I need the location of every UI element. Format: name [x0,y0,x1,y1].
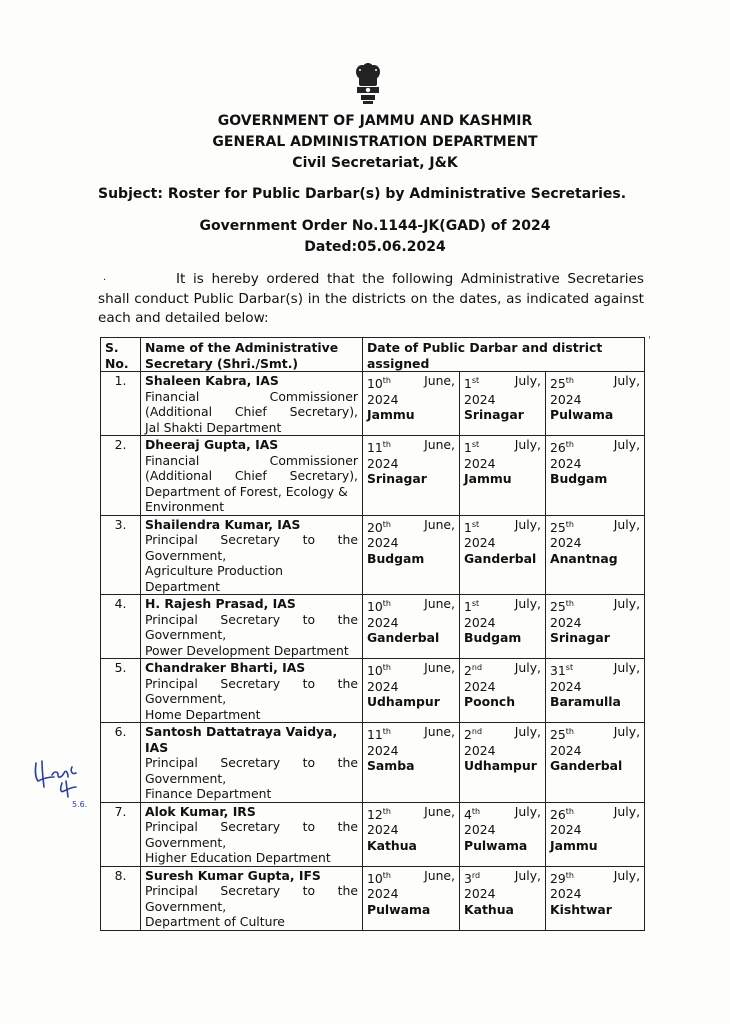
secretary-designation: Principal Secretary to the Government, [145,532,358,563]
date-day: 25th [550,376,574,392]
date-month: July, [514,660,541,675]
darbar-date [550,724,640,743]
darbar-date-cell [363,436,460,516]
darbar-date [464,596,541,615]
darbar-date [464,517,541,536]
date-day: 1st [464,599,480,615]
secretary-designation: Principal Secretary to the Government, [145,675,358,706]
national-emblem-icon [352,62,384,106]
secretary-department: Department of Forest, Ecology & Environment [145,483,348,514]
secretary-designation: Financial Commissioner (Additional Chief Secretary), [145,452,358,483]
department-title: GENERAL ADMINISTRATION DEPARTMENT [212,134,538,150]
darbar-date-cell [363,802,460,866]
secretary-name: Suresh Kumar Gupta, IFS [145,867,321,883]
secretary-department: Department of Culture [145,914,285,929]
darbar-date [550,660,640,679]
district-name: Jammu [550,837,598,853]
date-day: 25th [550,727,574,743]
date-month: June, [424,803,455,819]
margin-dot: . [103,272,107,283]
district-name: Anantnag [550,550,618,566]
secretary-designation: Principal Secretary to the Government, [145,755,358,786]
date-month: July, [613,867,641,883]
order-body-sentence: It is hereby ordered that the following Administrative Secretaries shall conduct Public Darbar(s) in the districts on the dates, as indicated against each and detailed below: [98,271,644,326]
darbar-date-cell [363,866,460,930]
darbar-date [464,660,541,679]
darbar-date-cell [460,659,546,723]
district-name: Udhampur [367,694,440,710]
table-row [101,659,645,723]
date-month: July, [613,437,641,452]
secretary-designation: Principal Secretary to the Government, [145,819,358,850]
date-year: 2024 [550,391,582,407]
darbar-date [550,437,640,456]
district-name: Budgam [550,471,608,487]
darbar-date [464,437,541,456]
secretary-name: Chandraker Bharti, IAS [145,660,306,675]
secretary-name: H. Rajesh Prasad, IAS [145,596,296,611]
row-serial-number: 3. [101,515,141,595]
district-name: Srinagar [367,471,427,487]
secretary-cell [141,515,363,595]
date-year: 2024 [367,822,399,838]
date-year: 2024 [367,742,399,758]
darbar-date [367,437,455,456]
date-day: 10th [367,376,391,392]
secretary-cell [141,595,363,659]
order-date: Dated:05.06.2024 [304,239,446,255]
order-number: Government Order No.1144-JK(GAD) of 2024 [199,218,551,234]
date-month: July, [514,724,541,739]
header-date: Date of Public Darbar and district assigned [363,338,645,372]
darbar-date-cell [363,659,460,723]
date-day: 29th [550,870,574,886]
secretary-department: Agriculture Production Department [145,563,284,594]
darbar-date [367,868,455,887]
secretary-department: Home Department [145,706,261,722]
darbar-date [367,804,455,823]
date-day: 11th [367,727,391,743]
date-month: July, [613,724,641,739]
darbar-date-cell [460,595,546,659]
district-name: Baramulla [550,694,621,710]
darbar-date [464,804,541,823]
secretary-department: Power Development Department [145,642,349,658]
district-name: Poonch [464,694,516,710]
darbar-date [550,868,640,887]
date-day: 1st [464,440,480,456]
date-year: 2024 [367,455,399,471]
row-serial-number: 4. [101,595,141,659]
date-day: 1st [464,519,480,535]
darbar-date-cell [546,436,645,516]
district-name: Pulwama [367,901,431,917]
date-day: 2nd [464,663,483,679]
date-day: 3rd [464,870,481,886]
secretary-name: Dheeraj Gupta, IAS [145,437,279,452]
darbar-date-cell [460,436,546,516]
darbar-date-cell [546,595,645,659]
darbar-date-cell [546,515,645,595]
darbar-date [367,517,455,536]
district-name: Budgam [367,550,425,566]
secretary-name: Shaleen Kabra, IAS [145,373,279,388]
secretary-designation: Principal Secretary to the Government, [145,611,358,642]
date-year: 2024 [367,678,399,694]
date-month: June, [424,437,455,452]
date-day: 10th [367,663,391,679]
date-year: 2024 [367,886,399,902]
date-year: 2024 [367,535,399,551]
district-name: Kishtwar [550,901,612,917]
table-header-row [101,338,645,372]
date-day: 12th [367,806,391,822]
darbar-date-cell [546,659,645,723]
date-year: 2024 [464,886,496,902]
darbar-date-cell [546,723,645,803]
darbar-date [550,517,640,536]
darbar-date-cell [363,595,460,659]
date-day: 25th [550,519,574,535]
secretary-cell [141,723,363,803]
district-name: Udhampur [464,758,537,774]
initials-date: 5.6. [72,800,88,809]
date-year: 2024 [367,614,399,630]
district-name: Jammu [367,407,415,423]
secretary-cell [141,659,363,723]
date-month: July, [514,867,541,883]
header-name: Name of the Administrative Secretary (Shri./Smt.) [141,338,363,372]
secretary-cell [141,372,363,436]
table-row [101,515,645,595]
table-row [101,723,645,803]
date-day: 10th [367,870,391,886]
darbar-date-cell [546,866,645,930]
date-month: June, [424,660,455,675]
date-year: 2024 [464,742,496,758]
darbar-date [367,724,455,743]
date-year: 2024 [464,822,496,838]
secretary-designation: Principal Secretary to the Government, [145,883,358,914]
darbar-date-cell [460,723,546,803]
district-name: Ganderbal [367,630,440,646]
darbar-date [464,868,541,887]
darbar-date [464,724,541,743]
date-month: July, [514,437,541,452]
date-day: 10th [367,599,391,615]
district-name: Jammu [464,471,512,487]
darbar-date-cell [363,515,460,595]
secretary-name: Shailendra Kumar, IAS [145,516,301,532]
darbar-date-cell [460,372,546,436]
date-month: July, [514,803,541,819]
date-day: 26th [550,440,574,456]
date-day: 4th [464,806,481,822]
date-day: 25th [550,599,574,615]
margin-tick: ' [648,335,651,346]
date-day: 20th [367,519,391,535]
row-serial-number: 8. [101,866,141,930]
darbar-date [367,373,455,392]
date-month: July, [514,373,541,388]
darbar-date-cell [546,372,645,436]
darbar-date [367,596,455,615]
roster-table [100,337,645,931]
district-name: Ganderbal [550,758,623,774]
date-day: 2nd [464,727,483,743]
darbar-date-cell [460,866,546,930]
secretary-cell [141,866,363,930]
darbar-date [550,596,640,615]
date-year: 2024 [550,455,582,471]
date-month: July, [613,516,641,532]
date-month: July, [514,516,541,532]
darbar-date-cell [546,802,645,866]
row-serial-number: 5. [101,659,141,723]
secretary-cell [141,802,363,866]
district-name: Ganderbal [464,550,537,566]
date-year: 2024 [550,614,582,630]
secretary-department: Higher Education Department [145,850,331,865]
district-name: Kathua [464,901,514,917]
darbar-date [550,804,640,823]
date-month: July, [613,596,641,611]
date-month: July, [514,596,541,611]
date-year: 2024 [550,535,582,551]
table-row [101,436,645,516]
date-month: June, [424,373,455,388]
row-serial-number: 1. [101,372,141,436]
date-day: 26th [550,806,574,822]
date-month: June, [424,724,455,739]
darbar-date [550,373,640,392]
row-serial-number: 7. [101,802,141,866]
date-month: June, [424,867,455,883]
darbar-date [367,660,455,679]
date-year: 2024 [464,614,496,630]
row-serial-number: 6. [101,723,141,803]
row-serial-number: 2. [101,436,141,516]
order-body-text [98,270,644,329]
secretary-name: Alok Kumar, IRS [145,803,256,819]
date-year: 2024 [464,391,496,407]
table-row [101,595,645,659]
date-year: 2024 [550,886,582,902]
district-name: Srinagar [464,407,524,423]
date-year: 2024 [464,535,496,551]
district-name: Srinagar [550,630,610,646]
district-name: Pulwama [464,837,528,853]
date-month: July, [613,803,641,819]
secretary-cell [141,436,363,516]
header-sno: S. No. [101,338,141,372]
secretary-designation: Financial Commissioner (Additional Chief Secretary), [145,388,358,419]
date-month: June, [424,596,455,611]
district-name: Pulwama [550,407,614,423]
table-row [101,866,645,930]
date-day: 31st [550,663,574,679]
darbar-date-cell [460,802,546,866]
date-year: 2024 [464,455,496,471]
date-year: 2024 [464,678,496,694]
date-month: June, [424,516,455,532]
secretary-department: Jal Shakti Department [145,419,282,435]
darbar-date [464,373,541,392]
table-row [101,802,645,866]
date-day: 11th [367,440,391,456]
district-name: Samba [367,758,415,774]
date-year: 2024 [550,742,582,758]
district-name: Kathua [367,837,417,853]
darbar-date-cell [363,723,460,803]
date-day: 1st [464,376,480,392]
date-month: July, [613,660,641,675]
table-row [101,372,645,436]
govt-title: GOVERNMENT OF JAMMU AND KASHMIR [217,113,533,129]
date-year: 2024 [550,678,582,694]
date-year: 2024 [367,391,399,407]
district-name: Budgam [464,630,522,646]
secretary-name: Santosh Dattatraya Vaidya, IAS [145,724,338,755]
date-year: 2024 [550,822,582,838]
darbar-date-cell [363,372,460,436]
office-address: Civil Secretariat, J&K [292,155,458,171]
darbar-date-cell [460,515,546,595]
handwritten-initials [32,757,96,813]
date-month: July, [613,373,641,388]
subject-line: Subject: Roster for Public Darbar(s) by Administrative Secretaries. [98,186,627,202]
secretary-department: Finance Department [145,786,272,801]
